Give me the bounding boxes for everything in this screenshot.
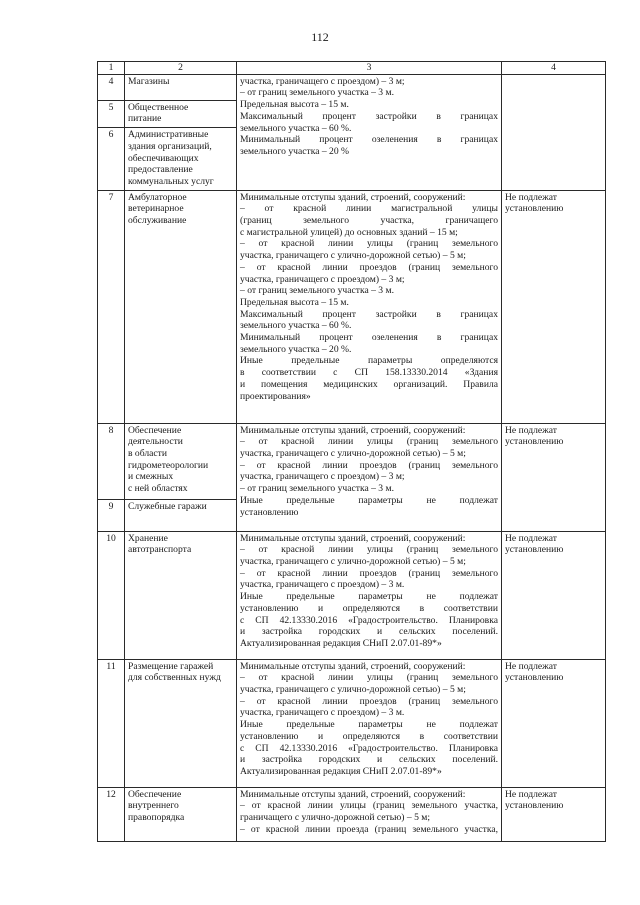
param-line: Минимальные отступы зданий, строений, сооружений:	[240, 788, 466, 800]
params-cell	[237, 531, 502, 659]
use-name	[125, 531, 237, 659]
table-row	[98, 531, 606, 659]
header-col-1: 1	[98, 62, 125, 75]
param-line: Минимальные отступы зданий, строений, сооружений:	[240, 532, 466, 544]
regulations-table	[97, 61, 606, 842]
use-name-line: питание	[128, 113, 162, 125]
note-line: установлению	[505, 544, 564, 556]
param-line: – от красной линии улицы (границ земельного	[240, 672, 498, 684]
param-line: установлению и определяются в соответствии	[240, 602, 498, 614]
table-row	[98, 74, 606, 100]
use-name-line: Общественное	[128, 101, 189, 113]
note-cell	[502, 659, 606, 787]
param-line: участка, граничащего с проездом) – 3 м;	[240, 75, 405, 87]
header-col-3: 3	[237, 62, 502, 75]
use-name-line: Обеспечение	[128, 424, 182, 436]
param-line: участка, граничащего с улично-дорожной сетью) – 5 м;	[240, 556, 466, 568]
row-number: 12	[98, 787, 125, 841]
use-name-line: Амбулаторное	[128, 191, 187, 203]
param-line: – от красной линии проездов (границ земельного	[240, 695, 498, 707]
param-line: – от красной линии проездов (границ земельного	[240, 459, 498, 471]
use-name-line: здания организаций,	[128, 140, 212, 152]
header-col-4: 4	[502, 62, 606, 75]
param-line: – от красной линии магистральной улицы	[240, 203, 498, 215]
row-number: 6	[98, 128, 125, 191]
row-number: 5	[98, 100, 125, 127]
use-name-line: Обеспечение	[128, 788, 182, 800]
param-line: Предельная высота – 15 м.	[240, 296, 349, 308]
page-number: 112	[311, 30, 329, 44]
header-row	[98, 62, 606, 75]
param-line: и помещения медицинских организаций. Правила	[240, 378, 498, 390]
use-name-line: Хранение	[128, 532, 168, 544]
use-name	[125, 787, 237, 841]
note-line: установлению	[505, 436, 564, 448]
param-line: участка, граничащего с проездом) – 3 м.	[240, 707, 405, 719]
param-line: участка, граничащего с улично-дорожной сетью) – 5 м;	[240, 250, 466, 262]
param-line: участка, граничащего с проездом) – 3 м.	[240, 579, 405, 591]
param-line: – от красной линии проездов (границ земельного	[240, 567, 498, 579]
note-line: Не подлежат	[505, 788, 557, 800]
param-line: земельного участка – 20 %	[240, 145, 350, 157]
use-name	[125, 499, 237, 531]
use-name-line: с ней областях	[128, 483, 188, 495]
use-name	[125, 128, 237, 191]
param-line: и застройка городских и сельских поселений.	[240, 626, 498, 638]
row-number: 11	[98, 659, 125, 787]
use-name-line: ветеринарное	[128, 203, 184, 215]
param-line: (границ земельного участка, граничащего	[240, 215, 498, 227]
param-line: – от красной линии проездов (границ земельного	[240, 261, 498, 273]
table-row	[98, 423, 606, 499]
use-name	[125, 100, 237, 127]
param-line: Иные предельные параметры не подлежат	[240, 591, 498, 603]
params-cell	[237, 74, 502, 190]
param-line: с СП 42.13330.2016 «Градостроительство. Планировка	[240, 742, 498, 754]
use-name-line: обслуживание	[128, 215, 187, 227]
param-line: Максимальный процент застройки в границах	[240, 110, 498, 122]
param-line: Иные предельные параметры не подлежат	[240, 719, 498, 731]
params-cell	[237, 659, 502, 787]
param-line: земельного участка – 60 %.	[240, 320, 352, 332]
param-line: участка, граничащего с улично-дорожной сетью) – 5 м;	[240, 448, 466, 460]
note-line: установлению	[505, 672, 564, 684]
param-line: участка, граничащего с улично-дорожной сетью) – 5 м;	[240, 684, 466, 696]
note-cell	[502, 787, 606, 841]
use-name-line: внутреннего	[128, 800, 179, 812]
param-line: Актуализированная редакция СНиП 2.07.01-89*»	[240, 637, 442, 649]
use-name-line: Магазины	[128, 75, 170, 87]
use-name-line: Размещение гаражей	[128, 660, 214, 672]
use-name-line: в области	[128, 448, 167, 460]
param-line: в соответствии с СП 158.13330.2014 «Здания	[240, 367, 498, 379]
row-number: 8	[98, 423, 125, 499]
use-name-line: гидрометеорологии	[128, 459, 209, 471]
use-name-line: и смежных	[128, 471, 174, 483]
note-line: Не подлежат	[505, 532, 557, 544]
use-name	[125, 423, 237, 499]
use-name-line: обеспечивающих	[128, 152, 199, 164]
param-line: Минимальный процент озеленения в границах	[240, 134, 498, 146]
param-line: земельного участка – 60 %.	[240, 122, 352, 134]
param-line: Минимальный процент озеленения в границах	[240, 332, 498, 344]
param-line: установлению и определяются в соответствии	[240, 730, 498, 742]
note-cell	[502, 74, 606, 190]
param-line: Минимальные отступы зданий, строений, сооружений:	[240, 660, 466, 672]
param-line: Актуализированная редакция СНиП 2.07.01-89*»	[240, 765, 442, 777]
use-name	[125, 74, 237, 100]
param-line: проектирования»	[240, 390, 311, 402]
param-line: – от границ земельного участка – 3 м.	[240, 483, 394, 495]
header-col-2: 2	[125, 62, 237, 75]
row-number: 9	[98, 499, 125, 531]
use-name-line: Служебные гаражи	[128, 500, 207, 512]
params-cell	[237, 190, 502, 423]
param-line: – от красной линии проезда (границ земельного участка,	[240, 823, 498, 835]
param-line: с СП 42.13330.2016 «Градостроительство. Планировка	[240, 614, 498, 626]
note-line: Не подлежат	[505, 424, 557, 436]
param-line: – от границ земельного участка – 3 м.	[240, 285, 394, 297]
use-name	[125, 190, 237, 423]
use-name-line: предоставление	[128, 164, 193, 176]
param-line: – от красной линии улицы (границ земельного	[240, 544, 498, 556]
table-row	[98, 190, 606, 423]
row-number: 10	[98, 531, 125, 659]
param-line: установлению	[240, 506, 299, 518]
param-line: Минимальные отступы зданий, строений, сооружений:	[240, 424, 466, 436]
params-cell	[237, 787, 502, 841]
param-line: участка, граничащего с проездом) – 3 м;	[240, 273, 405, 285]
params-cell	[237, 423, 502, 531]
table-row	[98, 787, 606, 841]
row-number: 7	[98, 190, 125, 423]
row-number: 4	[98, 74, 125, 100]
param-line: Иные предельные параметры не подлежат	[240, 494, 498, 506]
use-name-line: автотранспорта	[128, 544, 192, 556]
param-line: Предельная высота – 15 м.	[240, 99, 349, 111]
param-line: участка, граничащего с проездом) – 3 м;	[240, 471, 405, 483]
param-line: Минимальные отступы зданий, строений, сооружений:	[240, 191, 466, 203]
note-line: Не подлежат	[505, 660, 557, 672]
param-line: Иные предельные параметры определяются	[240, 355, 498, 367]
param-line: с магистральной улицей) до основных зданий – 15 м;	[240, 226, 458, 238]
param-line: – от границ земельного участка – 3 м.	[240, 87, 394, 99]
note-cell	[502, 423, 606, 531]
param-line: земельного участка – 20 %.	[240, 343, 352, 355]
param-line: – от красной линии улицы (границ земельного	[240, 436, 498, 448]
param-line: – от красной линии улицы (границ земельного	[240, 238, 498, 250]
use-name-line: деятельности	[128, 436, 183, 448]
use-name-line: правопорядка	[128, 812, 185, 824]
use-name	[125, 659, 237, 787]
note-line: Не подлежат	[505, 191, 557, 203]
use-name-line: для собственных нужд	[128, 672, 221, 684]
param-line: граничащего с улично-дорожной сетью) – 5 м;	[240, 812, 430, 824]
table-row	[98, 659, 606, 787]
param-line: Максимальный процент застройки в границах	[240, 308, 498, 320]
param-line: и застройка городских и сельских поселений.	[240, 754, 498, 766]
note-cell	[502, 531, 606, 659]
note-cell	[502, 190, 606, 423]
param-line: – от красной линии улицы (границ земельного участка,	[240, 800, 498, 812]
note-line: установлению	[505, 203, 564, 215]
use-name-line: коммунальных услуг	[128, 175, 214, 187]
use-name-line: Административные	[128, 129, 209, 141]
note-line: установлению	[505, 800, 564, 812]
